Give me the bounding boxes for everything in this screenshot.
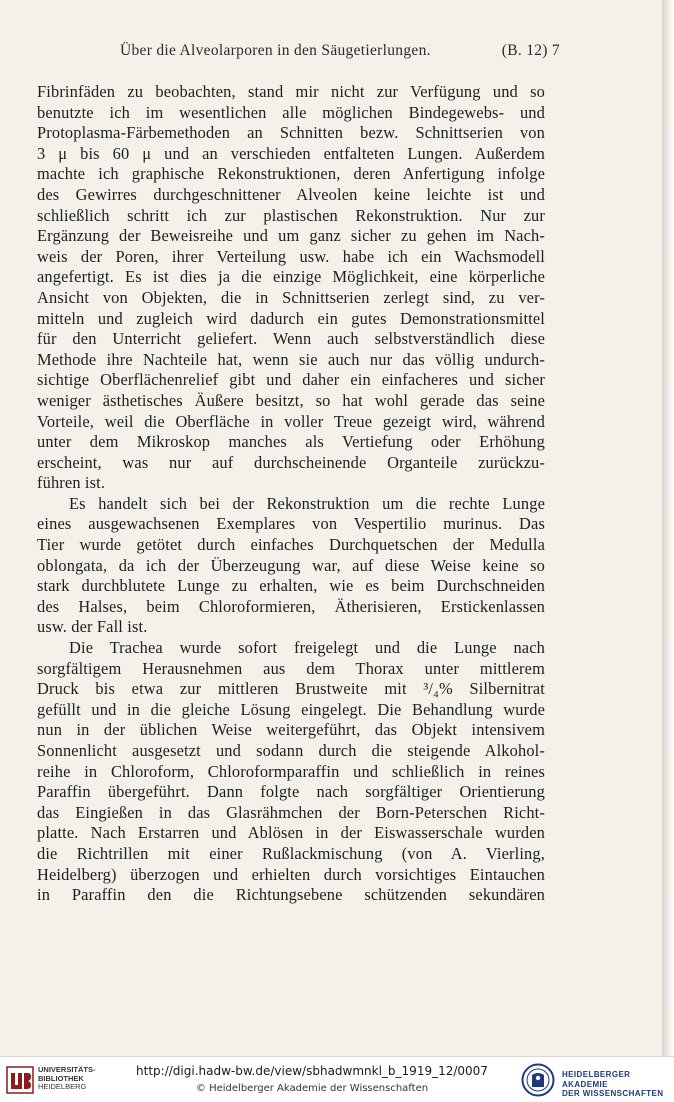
text-line: 3 μ bis 60 μ und an verschieden entfalteten Lungen. Außerdem xyxy=(37,143,545,163)
text-line: schließlich schritt ich zur plastischen Rekonstruktion. Nur zur xyxy=(37,205,545,225)
text-line: benutzte ich im wesentlichen alle möglichen Bindegewebs- und xyxy=(37,102,545,122)
text-line: sorgfältigem Herausnehmen aus dem Thorax unter mittlerem xyxy=(37,658,545,678)
text-line: mitteln und zugleich wird dadurch ein gutes Demonstrationsmittel xyxy=(37,308,545,328)
text-line: Tier wurde getötet durch einfaches Durchquetschen der Medulla xyxy=(37,535,545,555)
text-line: in Paraffin den die Richtungsebene schützenden sekundären xyxy=(37,885,545,905)
permalink-url[interactable]: http://digi.hadw-bw.de/view/sbhadwmnkl_b_1919_12/0007 xyxy=(136,1064,488,1078)
text-line: gefüllt und in die gleiche Lösung eingelegt. Die Behandlung wurde xyxy=(37,699,545,719)
text-line: Es handelt sich bei der Rekonstruktion um die rechte Lunge xyxy=(69,493,545,513)
text-line: des Gewirres durchgeschnittener Alveolen keine leichte ist und xyxy=(37,184,545,204)
text-line: Methode ihre Nachteile hat, wenn sie auch nur das völlig undurch- xyxy=(37,349,545,369)
text-line: nun in der üblichen Weise weitergeführt, das Objekt intensivem xyxy=(37,720,545,740)
text-line: Fibrinfäden zu beobachten, stand mir nicht zur Verfügung und so xyxy=(37,82,545,101)
text-line: die Richtrillen mit einer Rußlackmischung (von A. Vierling, xyxy=(37,843,545,863)
text-line: führen ist. xyxy=(37,473,106,493)
text-line: angefertigt. Es ist dies ja die einzige Möglichkeit, eine körperliche xyxy=(37,267,545,287)
text-line: unter dem Mikroskop manches als Vertiefung oder Erhöhung xyxy=(37,432,545,452)
text-line: eines ausgewachsenen Exemplares von Vespertilio murinus. Das xyxy=(37,514,545,534)
text-line: Vorteile, weil die Oberfläche in voller Treue gezeigt wird, während xyxy=(37,411,545,431)
body-text xyxy=(37,82,545,906)
text-line: erscheint, was nur auf durchscheinende Organteile zurückzu- xyxy=(37,452,545,472)
text-line: weniger ästhetisches Äußere besitzt, so hat wohl gerade das seine xyxy=(37,390,545,410)
text-line: Ansicht von Objekten, die in Schnittserien zerlegt sind, zu ver- xyxy=(37,287,545,307)
page-reference: (B. 12) 7 xyxy=(501,42,560,59)
academy-name: HEIDELBERGER AKADEMIE DER WISSENSCHAFTEN xyxy=(562,1070,664,1098)
text-line: machte ich graphische Rekonstruktionen, deren Anfertigung infolge xyxy=(37,164,545,184)
text-line: reihe in Chloroform, Chloroformparaffin und schließlich in reines xyxy=(37,761,545,781)
text-line: das Eingießen in das Glasrähmchen der Born-Peterschen Richt- xyxy=(37,802,545,822)
running-head-title: Über die Alveolarporen in den Säugetierlungen. xyxy=(120,42,431,59)
text-line: Ergänzung der Beweisreihe und um ganz sicher zu gehen im Nach- xyxy=(37,226,545,246)
text-line: Die Trachea wurde sofort freigelegt und die Lunge nach xyxy=(69,638,545,658)
text-line: oblongata, da ich der Überzeugung war, auf diese Weise keine so xyxy=(37,555,545,575)
viewer-footer xyxy=(0,1056,674,1102)
university-library-name: UNIVERSITÄTS- BIBLIOTHEK HEIDELBERG xyxy=(38,1065,96,1091)
page-edge xyxy=(662,0,674,1056)
text-line: Druck bis etwa zur mittleren Brustweite mit ³/₄% Silbernitrat xyxy=(37,679,545,699)
university-library-logo-icon xyxy=(6,1065,34,1095)
text-line: weis der Poren, ihrer Verteilung usw. habe ich ein Wachsmodell xyxy=(37,246,545,266)
text-line: Heidelberg) überzogen und erhielten durch vorsichtiges Eintauchen xyxy=(37,864,545,884)
text-line: des Halses, beim Chloroformieren, Ätherisieren, Erstickenlassen xyxy=(37,596,545,616)
text-line: platte. Nach Erstarren und Ablösen in der Eiswasserschale wurden xyxy=(37,823,545,843)
text-line: usw. der Fall ist. xyxy=(37,617,148,637)
text-line: stark durchblutete Lunge zu erhalten, wie es beim Durchschneiden xyxy=(37,576,545,596)
text-line: Protoplasma-Färbemethoden an Schnitten bezw. Schnittserien von xyxy=(37,123,545,143)
text-line: sichtige Oberflächenrelief gibt und daher ein einfacheres und sicher xyxy=(37,370,545,390)
academy-seal-icon xyxy=(521,1063,555,1097)
text-line: Sonnenlicht ausgesetzt und sodann durch die steigende Alkohol- xyxy=(37,741,545,760)
text-line: für den Unterricht geliefert. Wenn auch selbstverständlich diese xyxy=(37,329,545,349)
copyright-notice: © Heidelberger Akademie der Wissenschaften xyxy=(195,1083,429,1094)
text-line: Paraffin übergeführt. Dann folgte nach sorgfältiger Orientierung xyxy=(37,782,545,802)
